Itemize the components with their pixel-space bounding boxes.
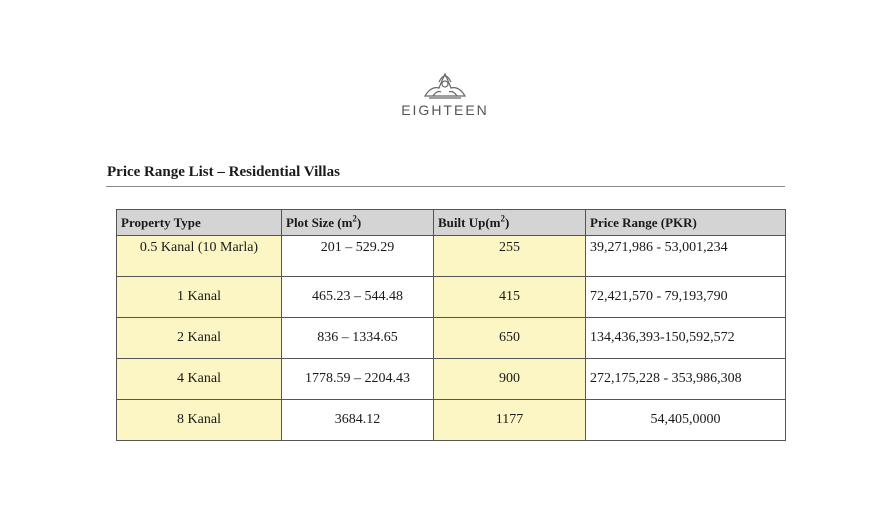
header-built-up-text: Built Up(m — [438, 214, 501, 230]
cell-price-range: 72,421,570 - 79,193,790 — [586, 277, 786, 318]
table-row — [117, 400, 786, 441]
logo — [0, 68, 890, 118]
brand-wordmark: EIGHTEEN — [401, 102, 489, 118]
cell-price-range: 272,175,228 - 353,986,308 — [586, 359, 786, 400]
header-built-up-exponent: 2 — [500, 213, 505, 224]
cell-built-up: 900 — [434, 359, 586, 400]
cell-price-range: 54,405,0000 — [586, 400, 786, 441]
table-row — [117, 236, 786, 277]
cell-property-type: 4 Kanal — [117, 359, 282, 400]
price-range-table — [116, 209, 786, 441]
cell-built-up: 1177 — [434, 400, 586, 441]
cell-plot-size: 1778.59 – 2204.43 — [282, 359, 434, 400]
cell-price-range: 39,271,986 - 53,001,234 — [586, 236, 786, 277]
cell-price-range: 134,436,393-150,592,572 — [586, 318, 786, 359]
cell-plot-size: 201 – 529.29 — [282, 236, 434, 277]
cell-property-type: 0.5 Kanal (10 Marla) — [117, 236, 282, 277]
header-plot-size-text: Plot Size (m — [286, 214, 353, 230]
crest-icon — [417, 68, 473, 100]
cell-plot-size: 465.23 – 544.48 — [282, 277, 434, 318]
header-built-up — [434, 210, 586, 236]
page-title: Price Range List – Residential Villas — [107, 164, 340, 180]
cell-property-type: 1 Kanal — [117, 277, 282, 318]
table-row — [117, 359, 786, 400]
cell-built-up: 650 — [434, 318, 586, 359]
header-plot-size-exponent: 2 — [352, 213, 357, 224]
cell-property-type: 8 Kanal — [117, 400, 282, 441]
table-row — [117, 277, 786, 318]
header-property-type: Property Type — [117, 210, 282, 236]
header-plot-size — [282, 210, 434, 236]
cell-built-up: 255 — [434, 236, 586, 277]
cell-built-up: 415 — [434, 277, 586, 318]
table-header-row — [117, 210, 786, 236]
header-built-up-close: ) — [504, 214, 510, 230]
table-row — [117, 318, 786, 359]
header-plot-size-close: ) — [356, 214, 362, 230]
cell-plot-size: 3684.12 — [282, 400, 434, 441]
cell-property-type: 2 Kanal — [117, 318, 282, 359]
header-price-range: Price Range (PKR) — [586, 210, 786, 236]
cell-plot-size: 836 – 1334.65 — [282, 318, 434, 359]
title-divider — [106, 186, 785, 187]
